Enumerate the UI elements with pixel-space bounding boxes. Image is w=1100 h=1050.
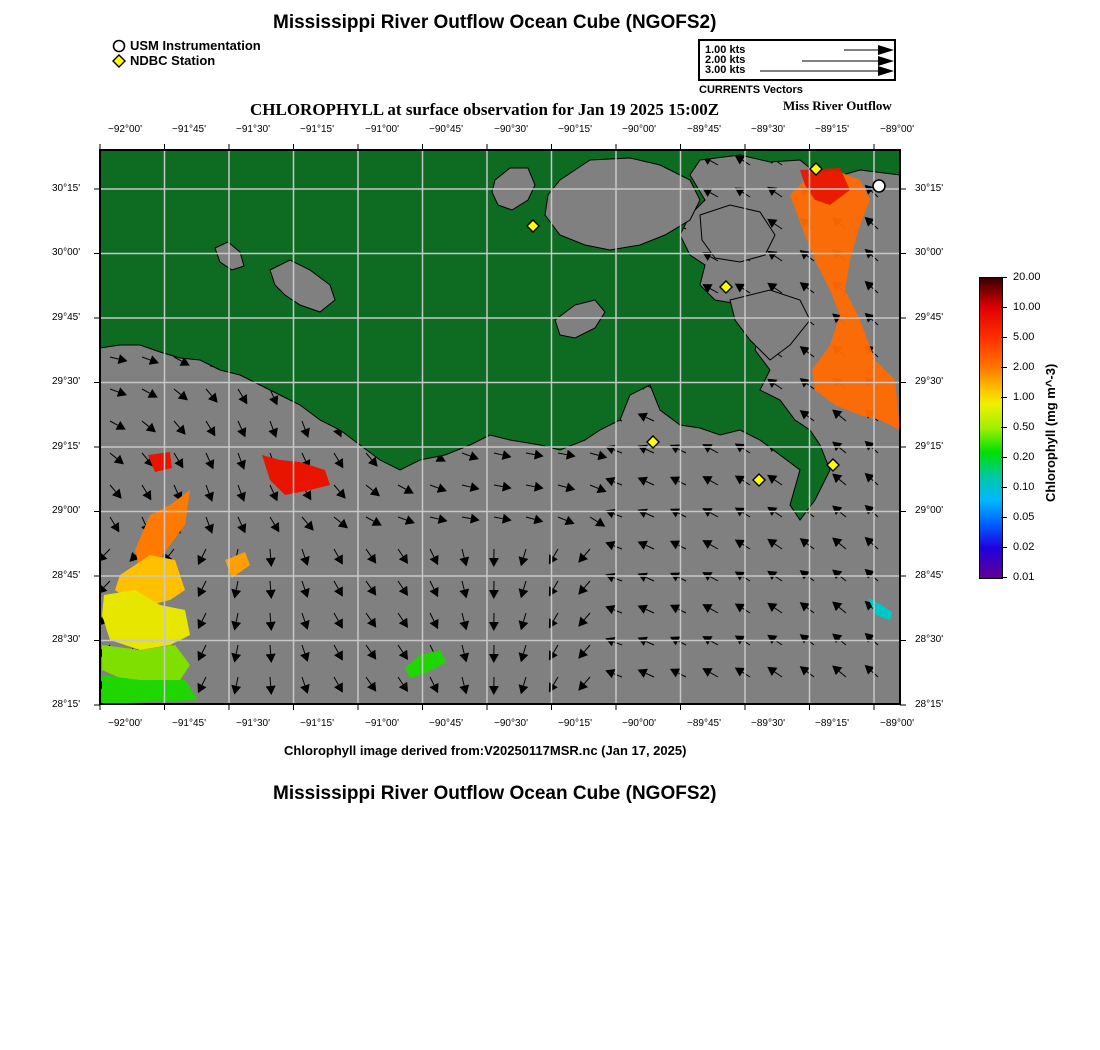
lon-tick-label: −89°00' (880, 718, 914, 729)
lon-tick-label: −91°30' (236, 124, 270, 135)
lon-tick-label: −91°00' (365, 718, 399, 729)
colorbar (979, 277, 1003, 579)
lat-tick-label: 28°15' (915, 699, 944, 710)
colorbar-title: Chlorophyll (mg m^-3) (1043, 363, 1058, 502)
lon-tick-label: −92°00' (108, 124, 142, 135)
legend-usm: USM Instrumentation (112, 38, 261, 53)
colorbar-tick-label: 0.02 (1013, 541, 1035, 553)
region-label: Miss River Outflow (783, 98, 892, 113)
lon-tick-label: −90°15' (558, 718, 592, 729)
vector-key-row: 2.00 kts (705, 54, 746, 66)
colorbar-tick-label: 1.00 (1013, 391, 1035, 403)
lon-tick-label: −90°30' (494, 124, 528, 135)
lon-tick-label: −90°30' (494, 718, 528, 729)
vector-key-caption: CURRENTS Vectors (699, 84, 803, 96)
lat-tick-label: 29°45' (52, 312, 81, 323)
lat-tick-label: 29°30' (52, 376, 81, 387)
lon-tick-label: −89°45' (687, 124, 721, 135)
lat-tick-label: 30°00' (52, 247, 81, 258)
map-subtitle: CHLOROPHYLL at surface observation for Jan 19 2025 15:00Z (250, 100, 720, 119)
source-note: Chlorophyll image derived from:V20250117MSR.nc (Jan 17, 2025) (284, 743, 687, 758)
lon-tick-label: −90°45' (429, 124, 463, 135)
colorbar-tick-label: 0.10 (1013, 481, 1035, 493)
colorbar-tick-label: 20.00 (1013, 271, 1041, 283)
current-vector-shaft (270, 645, 271, 654)
lon-labels-top (0, 124, 1100, 138)
lat-tick-label: 28°30' (915, 634, 944, 645)
legend-ndbc: NDBC Station (112, 53, 261, 68)
lon-tick-label: −90°00' (622, 718, 656, 729)
current-vector-shaft (270, 581, 271, 590)
lon-tick-label: −89°45' (687, 718, 721, 729)
colorbar-tick-label: 2.00 (1013, 361, 1035, 373)
colorbar-tick-label: 10.00 (1013, 301, 1041, 313)
footer-title: Mississippi River Outflow Ocean Cube (NGOFS2) (273, 783, 717, 804)
lon-tick-label: −89°15' (815, 718, 849, 729)
lat-tick-label: 29°15' (915, 441, 944, 452)
lat-tick-label: 28°15' (52, 699, 81, 710)
lon-tick-label: −90°15' (558, 124, 592, 135)
lat-tick-label: 28°45' (52, 570, 81, 581)
colorbar-tick-label: 0.01 (1013, 571, 1035, 583)
lat-tick-label: 29°15' (52, 441, 81, 452)
vector-key-row: 3.00 kts (705, 64, 746, 76)
lon-tick-label: −90°45' (429, 718, 463, 729)
lat-tick-label: 30°15' (52, 183, 81, 194)
current-vector-shaft (270, 677, 271, 686)
lon-tick-label: −91°45' (172, 718, 206, 729)
colorbar-tick-label: 0.05 (1013, 511, 1035, 523)
colorbar-tick-label: 0.50 (1013, 421, 1035, 433)
lon-tick-label: −91°30' (236, 718, 270, 729)
lon-tick-label: −92°00' (108, 718, 142, 729)
current-vector-shaft (270, 613, 271, 622)
lat-tick-label: 28°30' (52, 634, 81, 645)
current-vector-shaft (270, 549, 271, 558)
lat-tick-label: 29°00' (52, 505, 81, 516)
usm-instrument-marker[interactable] (873, 180, 885, 192)
lat-tick-label: 29°00' (915, 505, 944, 516)
lon-labels-bottom (0, 718, 1100, 732)
lon-tick-label: −91°00' (365, 124, 399, 135)
lon-tick-label: −89°30' (751, 718, 785, 729)
lon-tick-label: −89°00' (880, 124, 914, 135)
lon-tick-label: −91°45' (172, 124, 206, 135)
lat-tick-label: 29°45' (915, 312, 944, 323)
vector-key-row: 1.00 kts (705, 44, 746, 56)
lat-tick-label: 30°15' (915, 183, 944, 194)
lon-tick-label: −90°00' (622, 124, 656, 135)
lon-tick-label: −89°15' (815, 124, 849, 135)
lat-tick-label: 29°30' (915, 376, 944, 387)
lat-tick-label: 28°45' (915, 570, 944, 581)
lon-tick-label: −89°30' (751, 124, 785, 135)
page-title: Mississippi River Outflow Ocean Cube (NGOFS2) (273, 12, 717, 33)
colorbar-ticks (1001, 277, 1009, 579)
colorbar-tick-label: 0.20 (1013, 451, 1035, 463)
lat-tick-label: 30°00' (915, 247, 944, 258)
lon-tick-label: −91°15' (300, 124, 334, 135)
lon-tick-label: −91°15' (300, 718, 334, 729)
colorbar-tick-label: 5.00 (1013, 331, 1035, 343)
